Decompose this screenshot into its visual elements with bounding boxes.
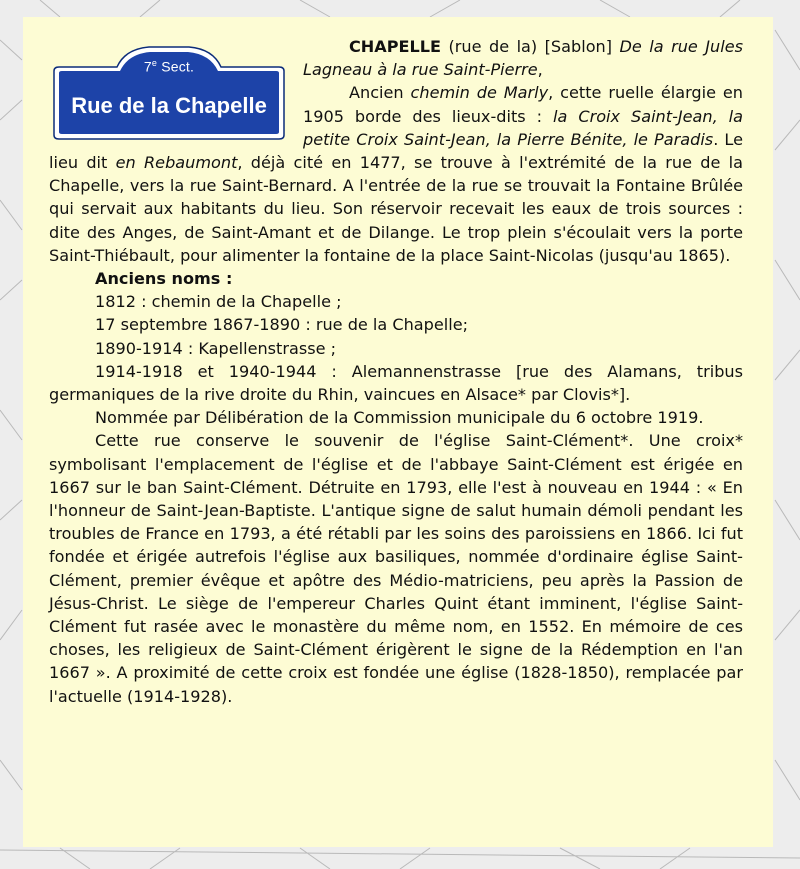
naming-paragraph: Nommée par Délibération de la Commission municipale du 6 octobre 1919. [95,408,704,428]
article-panel [23,17,773,847]
old-name-item: 1890-1914 : Kapellenstrasse ; [95,338,337,358]
route-description: De la rue Jules Lagneau à la rue Saint-Pierre [303,37,743,80]
old-name-item: 1914-1918 et 1940-1944 : Alemannenstrasse [rue des Alamans, tribus germaniques de la rive droite du Rhin, vaincues en Alsace* par Clovis*]. [49,361,743,405]
old-name-item: 17 septembre 1867-1890 : rue de la Chapelle; [95,315,469,335]
sign-street-name: Rue de la Chapelle [71,93,267,118]
memory-paragraph: Cette rue conserve le souvenir de l'église Saint-Clément*. Une croix* symbolisant l'emplacement de l'église et de l'abbaye Saint-Clément est érigée en 1667 sur le ban Saint-Clément. Détruite en 1793, elle l'est à nouveau en 1944 : « En l'honneur de Saint-Jean-Baptiste. L'antique signe de salut humain démoli pendant les troubles de France en 1793, a été rétabli par les soins des paroissiens en 1866. Ici fut fondée et érigée autrefois l'église aux basiliques, nommée d'ordinaire église Saint-Clément, premier évêque et apôtre des Médio-matriciens, peu après la Passion de Jésus-Christ. Le siège de l'empereur Charles Quint étant imminent, l'église Saint-Clément fut rasée avec le monastère du même nom, en 1552. En mémoire de ces choses, les religieux de Saint-Clément érigèrent le signe de la Rédemption en l'an 1667 ». A proximité de cette croix est fondée une église (1828-1850), remplacée par l'actuelle (1914-1928). [49,431,743,706]
history-paragraph: Ancien chemin de Marly, cette ruelle élargie en 1905 borde des lieux-dits : la Croix Saint-Jean, la petite Croix Saint-Jean, la Pierre Bénite, le Paradis. Le lieu dit en Rebaumont, déjà cité en 1477, se trouve à l'extrémité de la rue de la Chapelle, vers la rue Saint-Bernard. A l'entrée de la rue se trouvait la Fontaine Brûlée qui servait aux habitants du lieu. Son réservoir recevait les eaux de trois sources : dite des Anges, de Saint-Amant et de Dilange. Le trop plein s'écoulait vers la porte Saint-Thiébault, pour alimenter la fontaine de la place Saint-Nicolas (jusqu'au 1865). [49,83,744,265]
sign-sector-label: 7e Sect. [143,58,195,75]
old-name-item: 1812 : chemin de la Chapelle ; [95,292,342,312]
intro-paragraph: CHAPELLE (rue de la) [Sablon] De la rue Jules Lagneau à la rue Saint-Pierre, [303,37,743,80]
old-names-heading: Anciens noms : [95,269,233,289]
street-sign [49,43,289,143]
headword-qualifier: (rue de la) [Sablon] [441,37,620,56]
headword: CHAPELLE [349,37,442,56]
